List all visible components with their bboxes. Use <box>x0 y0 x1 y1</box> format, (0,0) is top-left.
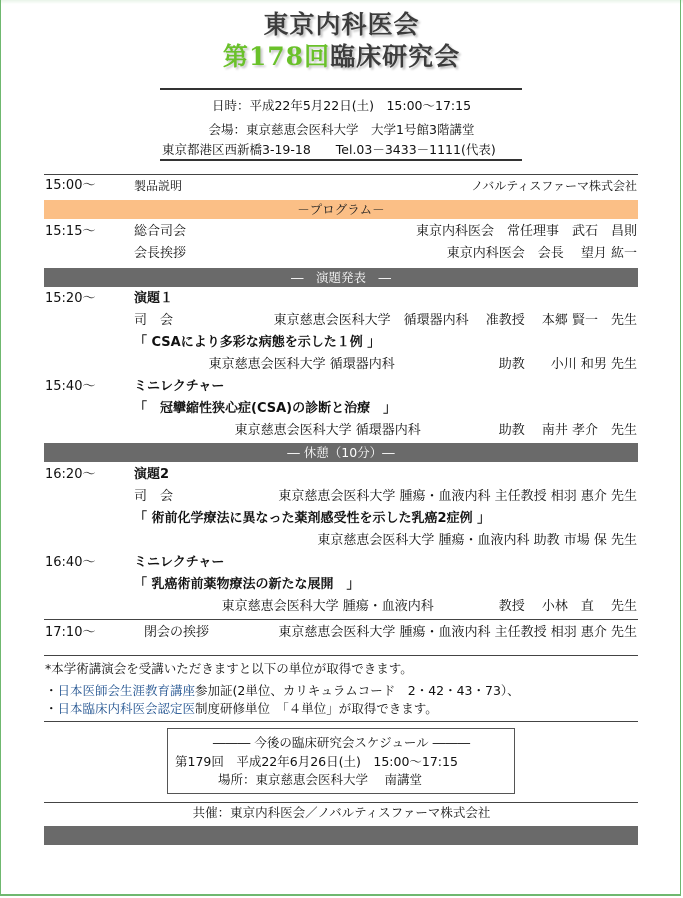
header-rule-bottom <box>160 159 522 161</box>
credit-item <box>45 683 520 699</box>
row-item: 演題2 <box>134 467 170 482</box>
bullet: ・ <box>45 701 58 716</box>
row-time: 15:20～ <box>45 291 96 306</box>
schedule-place: 場所：東京慈恵会医科大学 南講堂 <box>218 772 422 787</box>
row-item: 製品説明 <box>134 179 183 193</box>
schedule-heading: ――― 今後の臨床研究会スケジュール ――― <box>212 735 471 750</box>
table-divider <box>44 655 638 656</box>
credit-note: *本学術講演会を受講いただきますと以下の単位が取得できます。 <box>45 661 413 676</box>
row-item: 司 会 <box>134 313 174 328</box>
notes-divider <box>44 721 638 722</box>
event-datetime: 日時：平成22年5月22日(土) 15:00～17:15 <box>211 98 472 113</box>
row-detail: 東京慈恵会医科大学 腫瘍・血液内科 主任教授 相羽 惠介 先生 <box>278 625 637 640</box>
event-venue: 会場：東京慈恵会医科大学 大学1号館3階講堂 <box>208 122 475 137</box>
lecture-section-bar: ― 演題発表 ― <box>44 268 638 287</box>
session-title <box>0 37 683 73</box>
header-rule-top <box>160 88 522 90</box>
event-address: 東京都港区西新橋3-19-18 Tel.03－3433－1111(代表) <box>162 142 496 157</box>
jsim-certified-link[interactable]: 日本臨床内科医会認定医 <box>57 701 196 716</box>
footer-divider <box>44 802 638 803</box>
row-time: 16:20～ <box>45 467 96 482</box>
lecture-title: 「 冠攣縮性狭心症(CSA)の診断と治療 」 <box>134 401 397 416</box>
row-item: 会長挨拶 <box>134 246 187 261</box>
row-time: 15:00～ <box>45 178 96 193</box>
row-detail: 東京慈恵会医科大学 循環器内科 准教授 本郷 賢一 先生 <box>273 313 637 328</box>
lecture-title: 「 CSAにより多彩な病態を示した１例 」 <box>134 335 381 350</box>
row-detail: 東京慈恵会医科大学 循環器内科 助教 南井 孝介 先生 <box>234 423 637 438</box>
row-time: 16:40～ <box>45 555 96 570</box>
break-section-bar: ― 休憩（10分）― <box>44 443 638 462</box>
session-number: 第178回 <box>222 42 331 71</box>
lecture-title: 「 術前化学療法に異なった薬剤感受性を示した乳癌2症例 」 <box>134 511 491 526</box>
co-sponsor: 共催：東京内科医会／ノバルティスファーマ株式会社 <box>192 805 491 820</box>
credit-item-text: 制度研修単位 「４単位」が取得できます。 <box>195 701 438 716</box>
credit-item-text: 参加証(2単位、カリキュラムコード 2・42・43・73）、 <box>195 683 520 698</box>
bullet: ・ <box>45 683 58 698</box>
row-time: 15:15～ <box>45 224 96 239</box>
lecture-title: 「 乳癌術前薬物療法の新たな展開 」 <box>134 577 360 592</box>
row-item: ミニレクチャー <box>134 555 225 570</box>
row-detail: 東京慈恵会医科大学 腫瘍・血液内科 教授 小林 直 先生 <box>221 599 637 614</box>
footer-bar <box>44 826 638 845</box>
jma-education-link[interactable]: 日本医師会生涯教育講座 <box>57 683 196 698</box>
row-detail: ノバルティスファーマ株式会社 <box>471 179 637 193</box>
row-item: 司 会 <box>134 489 174 504</box>
row-detail: 東京慈恵会医科大学 腫瘍・血液内科 助教 市場 保 先生 <box>317 533 637 548</box>
organization-title: 東京内科医会 <box>263 10 420 39</box>
schedule-date: 第179回 平成22年6月26日(土) 15:00～17:15 <box>175 754 458 769</box>
row-detail: 東京慈恵会医科大学 腫瘍・血液内科 主任教授 相羽 惠介 先生 <box>278 489 637 504</box>
program-section-bar: －プログラム－ <box>44 200 638 219</box>
row-time: 17:10～ <box>45 625 96 640</box>
table-divider <box>44 619 638 620</box>
row-detail: 東京慈恵会医科大学 循環器内科 助教 小川 和男 先生 <box>208 357 637 372</box>
row-time: 15:40～ <box>45 379 96 394</box>
row-item: 閉会の挨拶 <box>144 625 210 640</box>
session-name: 臨床研究会 <box>330 42 461 71</box>
row-item: 演題１ <box>134 291 174 306</box>
row-item: 総合司会 <box>134 224 187 239</box>
row-detail: 東京内科医会 会長 望月 紘一 <box>446 246 637 261</box>
row-detail: 東京内科医会 常任理事 武石 昌則 <box>415 224 637 239</box>
credit-item <box>45 701 438 717</box>
table-divider <box>44 174 638 175</box>
row-item: ミニレクチャー <box>134 379 225 394</box>
